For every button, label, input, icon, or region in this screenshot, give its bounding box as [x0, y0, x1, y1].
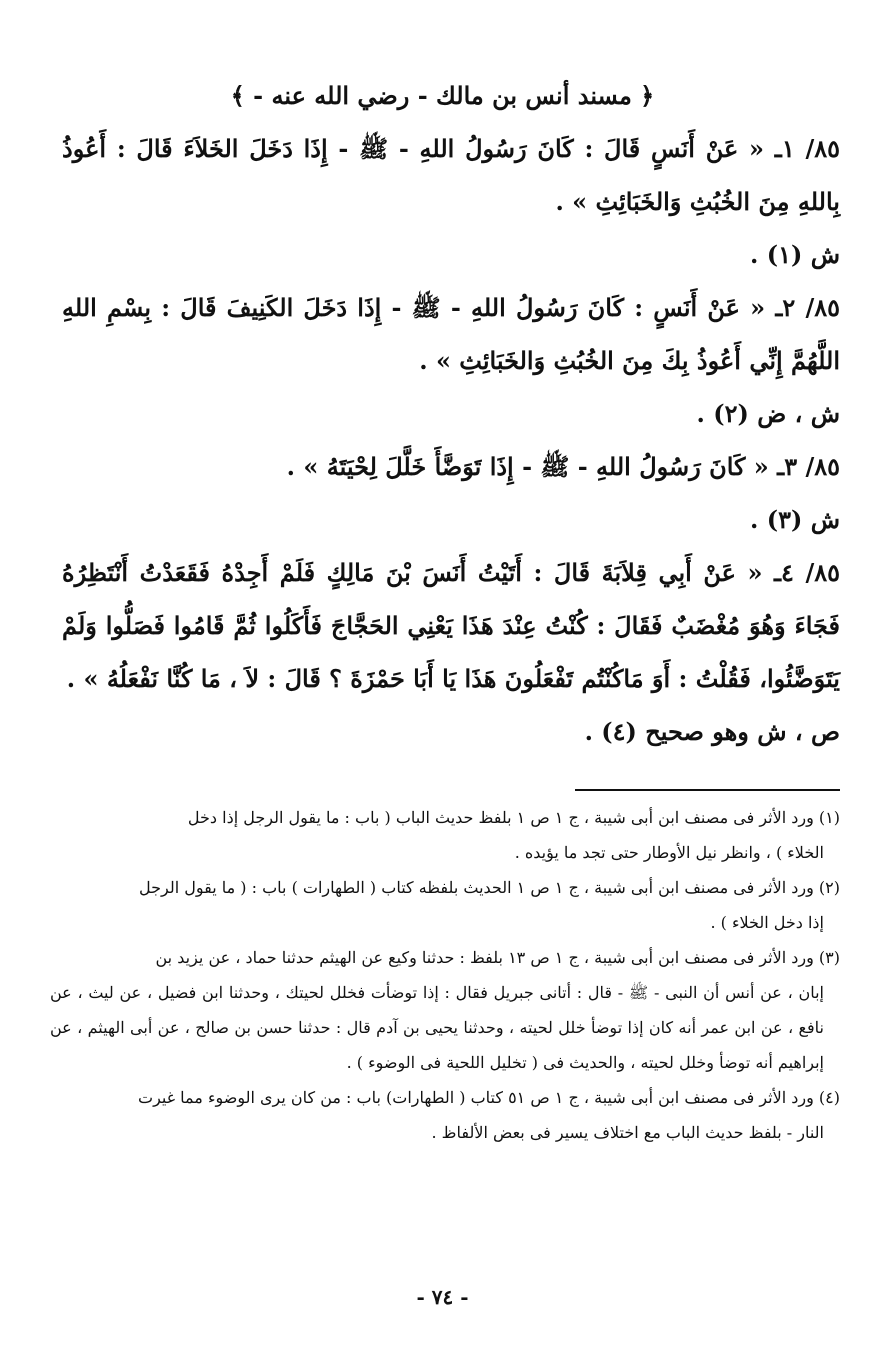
- footnote-2-first-line: (٢) ورد الأثر فى مصنف ابن أبى شيبة ، ج ١ ص ١ الحديث بلفظه كتاب ( الطهارات ) باب : ( ما يقول الرجل: [139, 878, 840, 897]
- hadith-source-1: ش (١) .: [750, 240, 840, 269]
- footnote-4-first-line: (٤) ورد الأثر فى مصنف ابن أبى شيبة ، ج ١ ص ٥١ كتاب ( الطهارات) باب : من كان يرى الوضوء مما غيرت: [138, 1088, 840, 1107]
- footnotes: [50, 800, 840, 1150]
- hadith-entry-4: ٨٥/ ٤ـ « عَنْ أَبِي قِلاَبَةَ قَالَ : أَتَيْتُ أَنَسَ بْنَ مَالِكٍ فَلَمْ أَجِدْهُ فَقَعَدْتُ أَنْتَظِرُهُ فَجَاءَ وَهُوَ مُغْضَبٌ فَقَالَ : كُنْتُ عِنْدَ هَذَا يَعْنِي الحَجَّاجَ فَأَكَلُوا ثُمَّ قَامُوا فَصَلُّوا وَلَمْ يَتَوَضَّئُوا، فَقُلْتُ : أَوَ مَاكُنْتُم تَفْعَلُونَ هَذَا يَا أَبَا حَمْزَةَ ؟ قَالَ : لاَ ، مَا كُنَّا نَفْعَلُهُ » .: [62, 558, 841, 693]
- hadith-entry-2: ٨٥/ ٢ـ « عَنْ أَنَسٍ : كَانَ رَسُولُ اللهِ - ﷺ - إِذَا دَخَلَ الكَنِيفَ قَالَ : بِسْمِ اللهِ اللَّهُمَّ إِنِّي أَعُوذُ بِكَ مِنَ الخُبُثِ وَالخَبَائِثِ » .: [62, 293, 840, 375]
- footnote-3-continuation: إبان ، عن أنس أن النبى - ﷺ - قال : أتانى جبريل فقال : إذا توضأت فخلل لحيتك ، وحدثنا ابن فضيل ، عن ليث ، عن نافع ، عن ابن عمر أنه كان إذا توضأ خلل لحيته ، وحدثنا يحيى بن آدم قال : حدثنا حسن بن صالح ، عن أبى الهيثم ، عن إبراهيم أنه توضأ وخلل لحيته ، والحديث فى ( تخليل اللحية فى الوضوء ) .: [50, 983, 825, 1072]
- footnote-3-first-line: (٣) ورد الأثر فى مصنف ابن أبى شيبة ، ج ١ ص ١٣ بلفظ : حدثنا وكيع عن الهيثم حدثنا حماد ، عن يزيد بن: [155, 948, 840, 967]
- hadith-source-4: ص ، ش وهو صحيح (٤) .: [584, 717, 840, 746]
- hadith-entry-1: ٨٥/ ١ـ « عَنْ أَنَسٍ قَالَ : كَانَ رَسُولُ اللهِ - ﷺ - إِذَا دَخَلَ الخَلاَءَ قَالَ : أَعُوذُ بِاللهِ مِنَ الخُبُثِ وَالخَبَائِثِ » .: [62, 134, 840, 216]
- hadith-body: [62, 122, 840, 758]
- page-number: - ٧٤ -: [416, 1285, 469, 1309]
- hadith-source-3: ش (٣) .: [750, 505, 840, 534]
- hadith-source-2: ش ، ض (٢) .: [696, 399, 840, 428]
- footnote-1-first-line: (١) ورد الأثر فى مصنف ابن أبى شيبة ، ج ١ ص ١ بلفظ حديث الباب ( باب : ما يقول الرجل إذا دخل: [187, 808, 840, 827]
- footnote-4-continuation: النار - بلفظ حديث الباب مع اختلاف يسير فى بعض الألفاظ .: [431, 1123, 824, 1142]
- footnote-1-continuation: الخلاء ) ، وانظر نيل الأوطار حتى تجد ما يؤيده .: [514, 843, 824, 862]
- section-title: ﴿ مسند أنس بن مالك - رضي الله عنه - ﴾: [230, 81, 655, 110]
- footnote-separator: [575, 789, 840, 791]
- hadith-entry-3: ٨٥/ ٣ـ « كَانَ رَسُولُ اللهِ - ﷺ - إِذَا تَوَضَّأَ خَلَّلَ لِحْيَتَهُ » .: [286, 452, 840, 481]
- footnote-2-continuation: إذا دخل الخلاء ) .: [710, 913, 824, 932]
